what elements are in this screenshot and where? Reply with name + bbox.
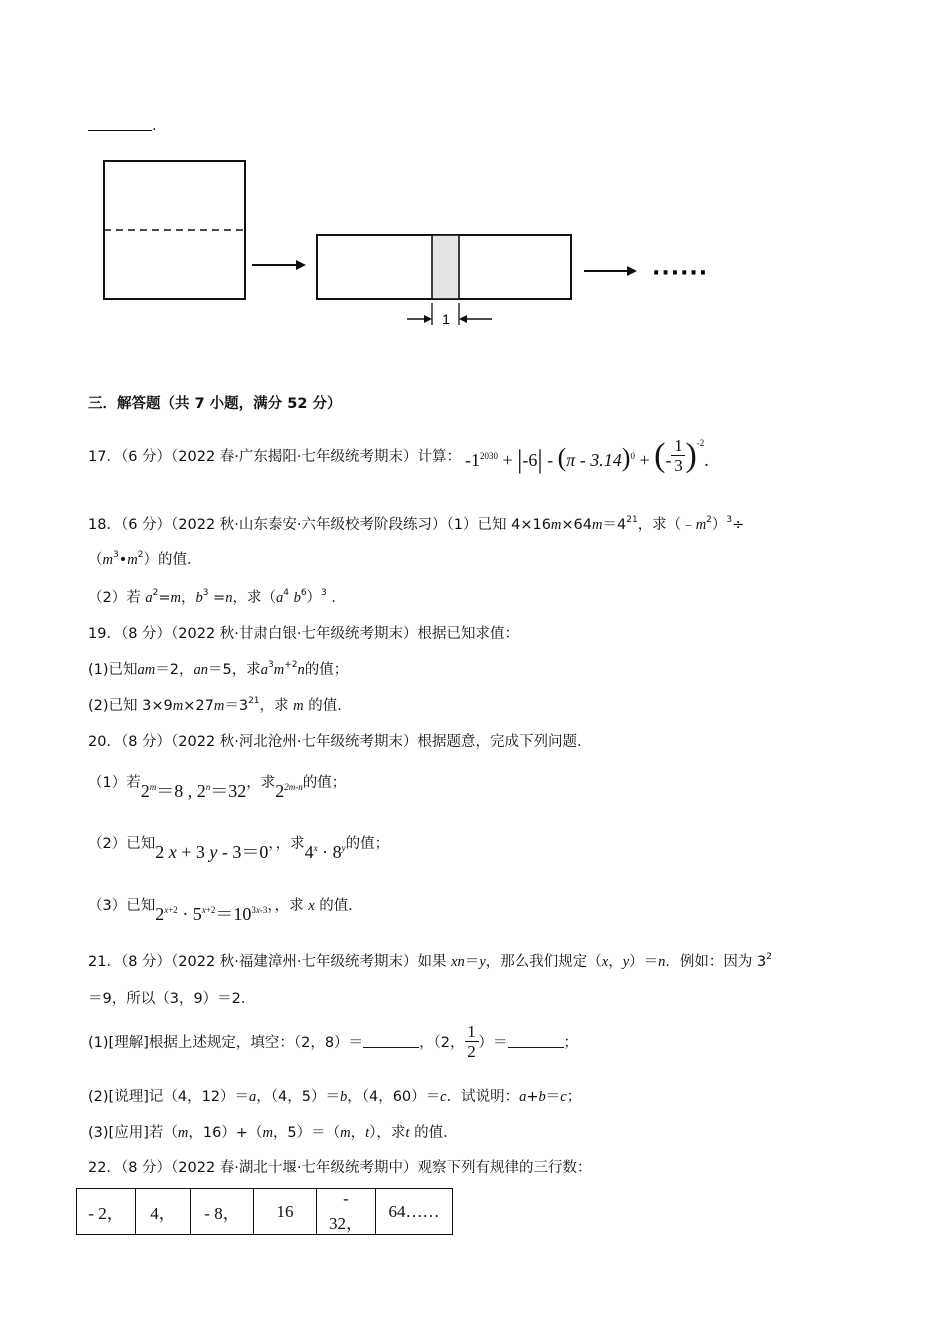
question-21-part1: (1)[理解]根据上述规定，填空：（2，8）＝ ，（2， $\frac{1}{2}$ ）＝ ； <box>88 1022 579 1061</box>
table-cell: 16 <box>254 1189 317 1235</box>
question-20-head: 20．（8 分）（2022 秋·河北沧州·七年级统考期末）根据题意，完成下列问题． <box>88 734 592 750</box>
table-cell: - 32， <box>317 1189 376 1235</box>
table-cell: 4， <box>136 1189 191 1235</box>
ellipsis: ······ <box>652 261 709 286</box>
table-cell: - 8， <box>191 1189 254 1235</box>
answer-blank-line: . <box>88 118 157 134</box>
question-20-part1: （1）若$2^m=8$ , $2^n=32$，求$2^{2m-n}$的值； <box>88 775 347 801</box>
question-21-head: 21．（8 分）（2022 秋·福建漳州·七年级统考期末）如果 xn＝y，那么我们规定（x，y）＝n．例如：因为 $3^2$ <box>88 952 772 970</box>
question-19-part2: (2)已知 $3\times 9m\times 27m=3^{21}$，求 m 的值. <box>88 696 342 714</box>
question-19-part1: (1)已知am＝2，an＝5，求$a^3m^{+2}n$的值； <box>88 660 349 678</box>
width-label: 1 <box>442 311 450 327</box>
table-cell: 64…… <box>376 1189 453 1235</box>
table-cell: - 2， <box>77 1189 136 1235</box>
number-sequence-table <box>76 1188 453 1235</box>
question-21-part2: (2)[说理]记（4，12）＝a，（4，5）＝b，（4，60）＝c．试说明：a+b＝c； <box>88 1089 582 1105</box>
question-20-part3: （3）已知$2^{x+2} \cdot 5^{x+2}=10^{3x-3}$，，求 x 的值． <box>88 898 363 924</box>
question-21-part3: (3)[应用]若（m，16）+（m，5）＝（m，t），求t 的值． <box>88 1125 458 1141</box>
section-heading: 三．解答题（共 7 小题，满分 52 分） <box>88 396 342 412</box>
question-20-part2: （2）已知2 x + 3 y - 3＝0，，求$4^x \cdot 8^y$的值； <box>88 836 390 862</box>
question-18-line1: 18．（6 分）（2022 秋·山东泰安·六年级校考阶段练习）（1）已知 $4\times 16m\times 64m=4^{21}$，求$(﹣m^2)^3\div$ <box>88 515 745 533</box>
question-18-part2: （2）若 $a^2=m$，$b^3 =n$，求（$a^4$ $b^6)^3$ ． <box>88 588 346 606</box>
question-18-line2: $(m^3•m^2)$的值． <box>88 550 202 568</box>
square-paper <box>104 161 245 299</box>
question-22-head: 22．（8 分）（2022 春·湖北十堰·七年级统考期中）观察下列有规律的三行数： <box>88 1160 592 1176</box>
question-21-line2: ＝9，所以（3，9）＝2． <box>88 991 256 1007</box>
question-19-head: 19．（8 分）（2022 秋·甘肃白银·七年级统考期末）根据已知求值： <box>88 626 520 642</box>
question-17: 17．（6 分）（2022 春·广东揭阳·七年级统考期末）计算： $-1^{2030} + |-6| - (\pi - 3.14)^0$ + (- $\frac{1}{3}$ )$^{-2}$. <box>88 436 709 475</box>
shaded-overlap <box>432 235 459 299</box>
paper-folding-diagram <box>0 140 950 480</box>
